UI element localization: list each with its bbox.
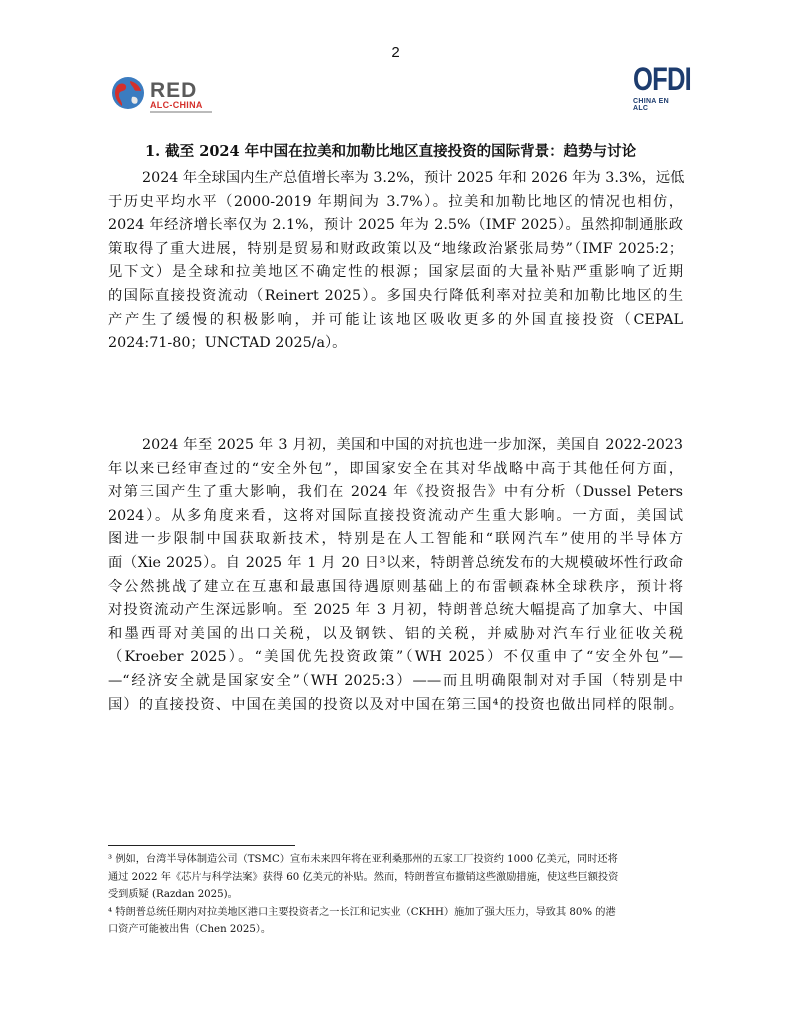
text-line: 策取得了重大进展，特别是贸易和财政政策以及“地缘政治紧张局势”（IMF 2025:2； <box>108 240 683 257</box>
footnotes <box>108 851 683 939</box>
text-line: 年以来已经审查过的“安全外包”，即国家安全在其对华战略中高于其他任何方面， <box>108 460 683 477</box>
text-line: 2024:71-80；UNCTAD 2025/a）。 <box>108 335 347 352</box>
text-line: 国）的直接投资、中国在美国的投资以及对中国在第三国⁴的投资也做出同样的限制。 <box>108 696 683 713</box>
text-line: 2024 年经济增长率仅为 2.1%，预计 2025 年为 2.5%（IMF 2025）。虽然抑制通胀政 <box>108 217 683 234</box>
text-line: 的国际直接投资流动（Reinert 2025）。多国央行降低利率对拉美和加勒比地区的生 <box>108 287 683 304</box>
text-line: 对第三国产生了重大影响，我们在 2024 年《投资报告》中有分析（Dussel Peters <box>108 484 683 501</box>
red-logo-tagline <box>150 111 212 113</box>
footnote-line: ⁴ 特朗普总统任期内对拉美地区港口主要投资者之一长江和记实业（CKHH）施加了强大压力，导致其 80% 的港 <box>108 906 616 918</box>
text-line: 2024 年全球国内生产总值增长率为 3.2%，预计 2025 年和 2026 年为 3.3%，远低 <box>142 170 685 186</box>
globe-icon <box>110 75 146 111</box>
text-line: （Kroeber 2025）。“美国优先投资政策”（WH 2025）不仅重申了“安全外包”— <box>108 649 683 666</box>
footnote-line: 受到质疑 (Razdan 2025)。 <box>108 889 238 900</box>
text-line: 于历史平均水平（2000-2019 年期间为 3.7%）。拉美和加勒比地区的情况也相仿， <box>108 193 683 210</box>
text-line: 产产生了缓慢的积极影响，并可能让该地区吸收更多的外国直接投资（CEPAL <box>108 311 683 328</box>
footnote-line: 口资产可能被出售（Chen 2025）。 <box>108 924 272 935</box>
footnote-4 <box>108 904 683 939</box>
text-line: 和墨西哥对美国的出口关税，以及钢铁、铝的关税，并威胁对汽车行业征收关税 <box>108 625 683 642</box>
footnote-3 <box>108 851 683 904</box>
ofdi-logo-subtitle: CHINA EN ALC <box>633 98 669 112</box>
text-line: 图进一步限制中国获取新技术，特别是在人工智能和“联网汽车”使用的半导体方 <box>108 531 683 548</box>
page-number: 2 <box>391 44 400 61</box>
text-line: 2024）。从多角度来看，这将对国际直接投资流动产生重大影响。一方面，美国试 <box>108 507 683 524</box>
footnote-divider <box>108 845 295 846</box>
section-heading: 1. 截至 2024 年中国在拉美和加勒比地区直接投资的国际背景：趋势与讨论 <box>145 143 637 160</box>
red-alc-china-logo <box>110 75 240 119</box>
text-line: 面（Xie 2025）。自 2025 年 1 月 20 日³以来，特朗普总统发布的大规模破坏性行政命 <box>108 554 683 571</box>
text-line: 见下文）是全球和拉美地区不确定性的根源；国家层面的大量补贴严重影响了近期 <box>108 264 683 281</box>
text-line: 对投资流动产生深远影响。至 2025 年 3 月初，特朗普总统大幅提高了加拿大、中国 <box>108 602 683 619</box>
footnote-line: 通过 2022 年《芯片与科学法案》获得 60 亿美元的补贴。然而，特朗普宣布撤销这些激励措施，使这些巨额投资 <box>108 871 619 883</box>
text-line: 令公然挑战了建立在互惠和最惠国待遇原则基础上的布雷顿森林全球秩序，预计将 <box>108 578 683 595</box>
paragraph-1 <box>108 167 683 356</box>
text-line: —“经济安全就是国家安全”（WH 2025:3）——而且明确限制对对手国（特别是中 <box>108 672 683 689</box>
paragraph-2 <box>108 434 683 717</box>
red-logo-subtitle: ALC-CHINA <box>150 100 203 110</box>
footnote-line: ³ 例如，台湾半导体制造公司（TSMC）宣布未来四年将在亚利桑那州的五家工厂投资约 1000 亿美元，同时还将 <box>108 854 618 865</box>
text-line: 2024 年至 2025 年 3 月初，美国和中国的对抗也进一步加深，美国自 2022-2023 <box>142 437 683 453</box>
red-logo-title: RED <box>150 79 198 102</box>
ofdi-logo <box>633 61 691 114</box>
ofdi-logo-title: OFDI <box>633 61 691 97</box>
